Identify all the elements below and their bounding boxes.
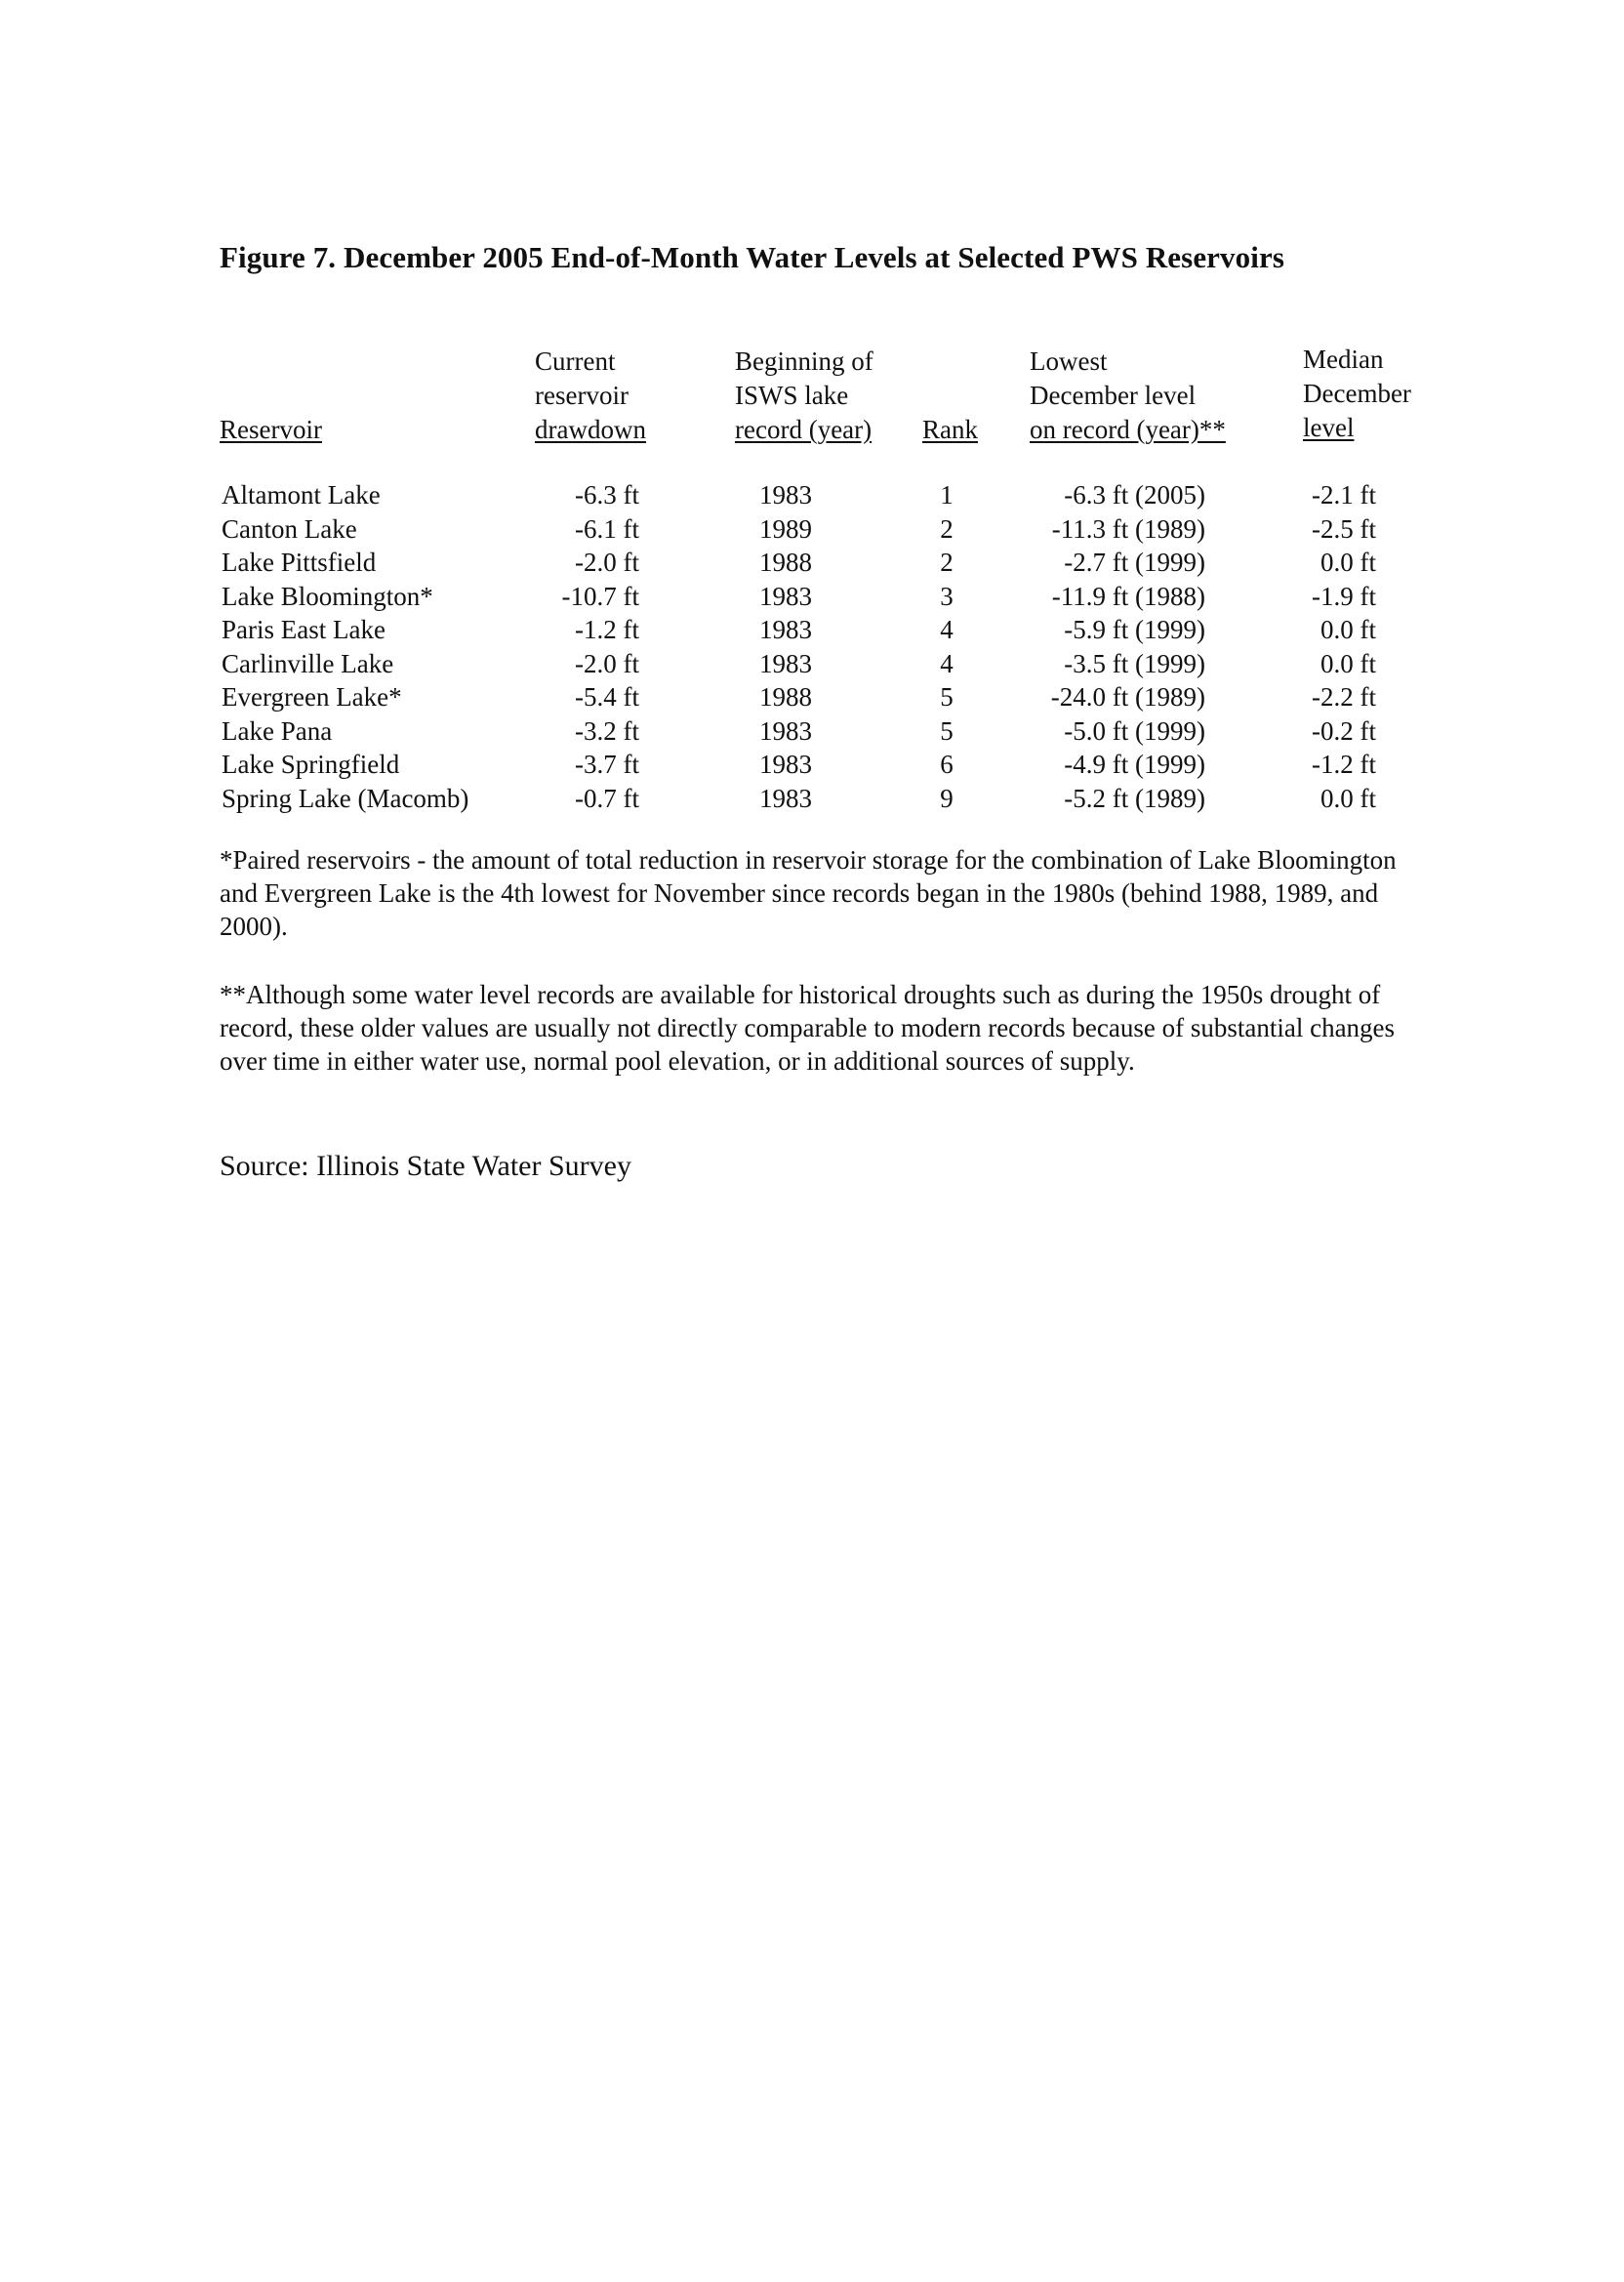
cell-rank: 4: [940, 648, 954, 678]
table-row: [0, 682, 1624, 716]
cell-begin-year: 1983: [759, 480, 812, 509]
cell-median: 0.0 ft: [1320, 783, 1376, 813]
cell-rank: 6: [940, 750, 954, 779]
cell-drawdown: -10.7 ft: [561, 581, 639, 611]
cell-drawdown: -2.0 ft: [575, 648, 639, 678]
table-row: [0, 548, 1624, 582]
table-row: [0, 582, 1624, 616]
cell-drawdown: -3.7 ft: [575, 750, 639, 779]
cell-lowest: -11.9 ft (1988): [1051, 581, 1205, 611]
cell-rank: 2: [940, 513, 954, 544]
cell-begin-year: 1983: [759, 615, 812, 644]
reservoir-table: [0, 480, 1624, 817]
cell-reservoir: Evergreen Lake*: [222, 682, 402, 712]
header-drawdown: [535, 345, 646, 447]
table-row: [0, 649, 1624, 683]
cell-reservoir: Spring Lake (Macomb): [222, 783, 469, 813]
cell-reservoir: Carlinville Lake: [222, 648, 394, 678]
cell-lowest: -5.9 ft (1999): [1064, 615, 1205, 644]
header-reservoir: [220, 413, 322, 447]
source-line: Source: Illinois State Water Survey: [220, 1150, 631, 1182]
header-beginning-label: record (year): [735, 415, 873, 444]
cell-reservoir: Altamont Lake: [222, 480, 381, 509]
header-rank: [922, 413, 978, 447]
header-median-label: level: [1303, 413, 1355, 442]
header-reservoir-label: Reservoir: [220, 415, 322, 444]
table-row: [0, 615, 1624, 649]
cell-median: -1.2 ft: [1312, 750, 1376, 779]
cell-begin-year: 1988: [759, 548, 812, 577]
cell-lowest: -5.2 ft (1989): [1064, 783, 1205, 813]
header-median: [1303, 343, 1411, 445]
cell-lowest: -5.0 ft (1999): [1064, 715, 1205, 746]
table-row: [0, 716, 1624, 751]
cell-median: 0.0 ft: [1320, 548, 1376, 577]
cell-reservoir: Lake Pana: [222, 715, 333, 746]
cell-median: 0.0 ft: [1320, 648, 1376, 678]
header-lowest: [1030, 345, 1226, 447]
cell-lowest: -4.9 ft (1999): [1064, 750, 1205, 779]
cell-drawdown: -5.4 ft: [575, 682, 639, 712]
cell-reservoir: Lake Bloomington*: [222, 581, 433, 611]
cell-drawdown: -2.0 ft: [575, 548, 639, 577]
cell-rank: 2: [940, 548, 954, 577]
header-lowest-line1: Lowest: [1030, 346, 1108, 376]
cell-median: -2.5 ft: [1312, 513, 1376, 544]
header-lowest-label: on record (year)**: [1030, 415, 1226, 444]
table-row: [0, 750, 1624, 784]
cell-lowest: -11.3 ft (1989): [1051, 513, 1205, 544]
note-paired-reservoirs: *Paired reservoirs - the amount of total reduction in reservoir storage for the combination of Lake Bloomington and Evergreen Lake is the 4th lowest for November since records began in the 1980s (behind 1988, 1989, and 2000).: [220, 845, 1397, 941]
cell-reservoir: Paris East Lake: [222, 615, 386, 644]
header-median-line1: Median: [1303, 345, 1384, 374]
cell-lowest: -6.3 ft (2005): [1064, 480, 1205, 509]
cell-rank: 9: [940, 783, 954, 813]
cell-median: 0.0 ft: [1320, 615, 1376, 644]
cell-rank: 3: [940, 581, 954, 611]
table-row: [0, 480, 1624, 514]
cell-rank: 5: [940, 682, 954, 712]
cell-rank: 4: [940, 615, 954, 644]
cell-begin-year: 1983: [759, 783, 812, 813]
table-row: [0, 784, 1624, 818]
note-historical-records: **Although some water level records are available for historical droughts such as during the 1950s drought of record, these older values are usually not directly comparable to modern records because of substantial changes over time in either water use, normal pool elevation, or in additional sources of supply.: [220, 980, 1396, 1076]
cell-reservoir: Lake Pittsfield: [222, 548, 377, 577]
cell-begin-year: 1988: [759, 682, 812, 712]
cell-begin-year: 1983: [759, 581, 812, 611]
cell-lowest: -3.5 ft (1999): [1064, 648, 1205, 678]
table-row: [0, 514, 1624, 549]
cell-rank: 5: [940, 715, 954, 746]
header-rank-label: Rank: [922, 415, 978, 444]
cell-begin-year: 1983: [759, 648, 812, 678]
header-drawdown-label: drawdown: [535, 415, 646, 444]
cell-median: -0.2 ft: [1312, 715, 1376, 746]
header-beginning-line2: ISWS lake: [735, 381, 849, 410]
cell-begin-year: 1983: [759, 750, 812, 779]
cell-lowest: -2.7 ft (1999): [1064, 548, 1205, 577]
cell-reservoir: Lake Springfield: [222, 750, 400, 779]
header-median-line2: December: [1303, 379, 1411, 408]
cell-lowest: -24.0 ft (1989): [1050, 682, 1205, 712]
header-lowest-line2: December level: [1030, 381, 1197, 410]
figure-title: Figure 7. December 2005 End-of-Month Water Levels at Selected PWS Reservoirs: [220, 240, 1284, 274]
cell-rank: 1: [940, 480, 954, 509]
cell-median: -2.1 ft: [1312, 480, 1376, 509]
cell-median: -1.9 ft: [1312, 581, 1376, 611]
header-drawdown-line2: reservoir: [535, 381, 629, 410]
cell-begin-year: 1983: [759, 715, 812, 746]
cell-drawdown: -0.7 ft: [575, 783, 639, 813]
cell-drawdown: -6.3 ft: [575, 480, 639, 509]
header-drawdown-line1: Current: [535, 346, 616, 376]
header-beginning-line1: Beginning of: [735, 346, 873, 376]
header-beginning: [735, 345, 873, 447]
cell-drawdown: -6.1 ft: [575, 513, 639, 544]
cell-drawdown: -1.2 ft: [575, 615, 639, 644]
cell-reservoir: Canton Lake: [222, 513, 357, 544]
cell-median: -2.2 ft: [1312, 682, 1376, 712]
cell-drawdown: -3.2 ft: [575, 715, 639, 746]
cell-begin-year: 1989: [759, 513, 812, 544]
